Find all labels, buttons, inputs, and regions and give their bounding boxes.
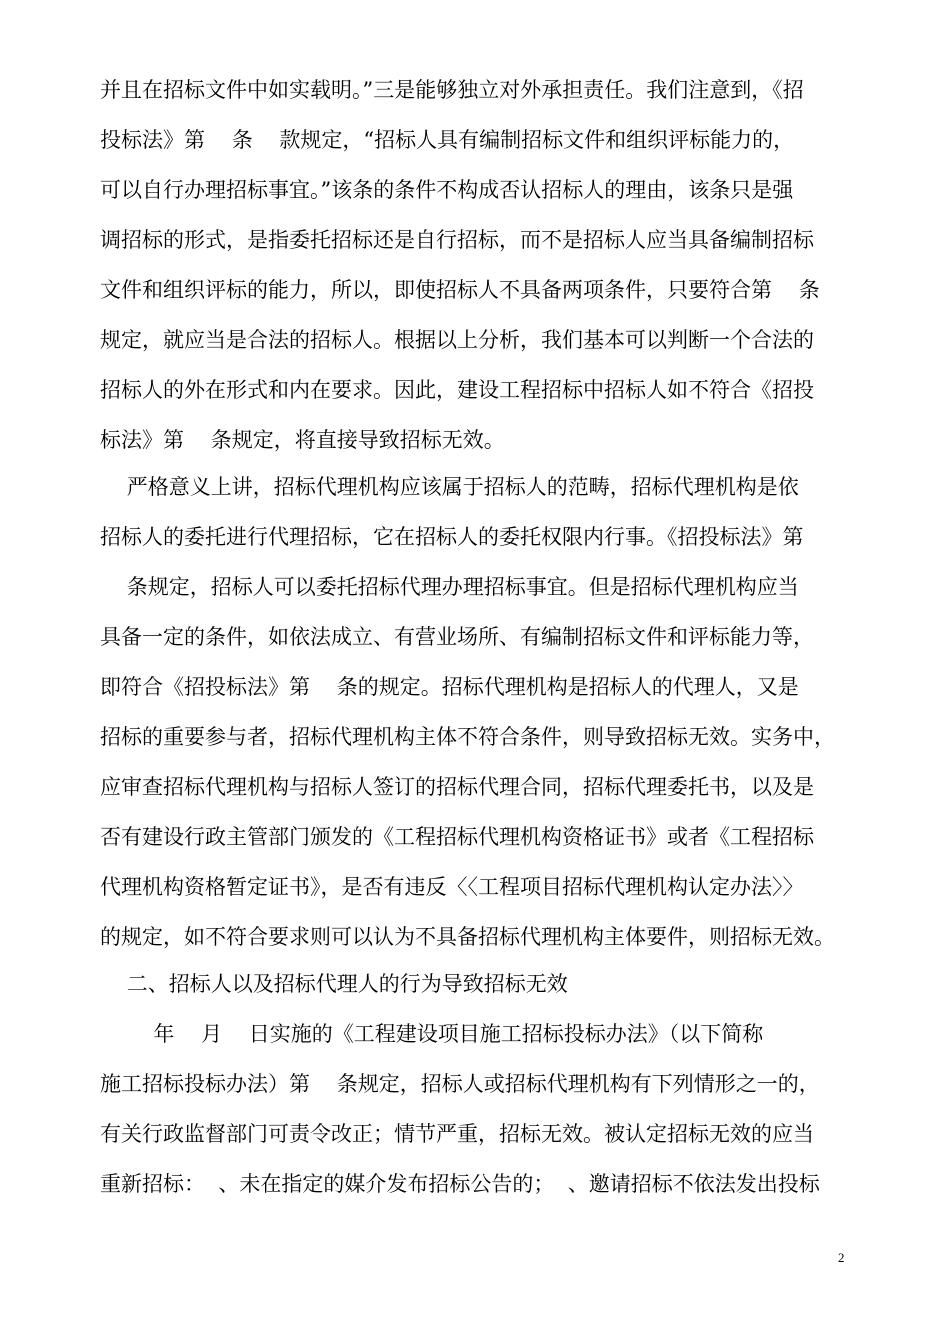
text-line: 施工招标投标办法）第 条规定，招标人或招标代理机构有下列情形之一的， [100, 1072, 820, 1096]
text-line: 文件和组织评标的能力，所以，即使招标人不具备两项条件，只要符合第 条 [100, 278, 820, 302]
page-number: 2 [838, 1250, 845, 1265]
text-line: 招标的重要参与者，招标代理机构主体不符合条件，则导致招标无效。实务中， [100, 725, 835, 749]
text-line: 否有建设行政主管部门颁发的《工程招标代理机构资格证书》或者《工程招标 [100, 825, 814, 849]
text-line: 应审查招标代理机构与招标人签订的招标代理合同，招标代理委托书，以及是 [100, 775, 814, 799]
text-line: 重新招标： 、未在指定的媒介发布招标公告的； 、邀请招标不依法发出投标 [100, 1172, 820, 1196]
text-line: 规定，就应当是合法的招标人。根据以上分析，我们基本可以判断一个合法的 [100, 328, 814, 352]
text-line: 标法》第 条规定，将直接导致招标无效。 [100, 428, 505, 452]
text-line: 招标人的委托进行代理招标，它在招标人的委托权限内行事。《招投标法》第 [100, 525, 804, 549]
section-heading: 二、招标人以及招标代理人的行为导致招标无效 [100, 972, 568, 996]
text-line: 并且在招标文件中如实载明。”三是能够独立对外承担责任。我们注意到，《招 [100, 78, 804, 102]
text-line: 年 月 日实施的《工程建设项目施工招标投标办法》（以下简称 [100, 1022, 764, 1046]
text-line: 可以自行办理招标事宜。”该条的条件不构成否认招标人的理由，该条只是强 [100, 178, 794, 202]
text-line: 具备一定的条件，如依法成立、有营业场所、有编制招标文件和评标能力等， [100, 625, 814, 649]
text-line: 有关行政监督部门可责令改正；情节严重，招标无效。被认定招标无效的应当 [100, 1122, 814, 1146]
text-line: 招标人的外在形式和内在要求。因此，建设工程招标中招标人如不符合《招投 [100, 378, 814, 402]
text-line: 即符合《招投标法》第 条的规定。招标代理机构是招标人的代理人，又是 [100, 675, 799, 699]
text-line: 投标法》第 条 款规定，“招标人具有编制招标文件和组织评标能力的， [100, 128, 795, 152]
text-line: 的规定，如不符合要求则可以认为不具备招标代理机构主体要件，则招标无效。 [100, 925, 835, 949]
text-line: 条规定，招标人可以委托招标代理办理招标事宜。但是招标代理机构应当 [100, 575, 799, 599]
text-line: 调招标的形式，是指委托招标还是自行招标，而不是招标人应当具备编制招标 [100, 228, 814, 252]
text-line: 严格意义上讲，招标代理机构应该属于招标人的范畴，招标代理机构是依 [100, 475, 799, 499]
text-line: 代理机构资格暂定证书》，是否有违反〈〈工程项目招标代理机构认定办法〉〉 [100, 875, 804, 899]
